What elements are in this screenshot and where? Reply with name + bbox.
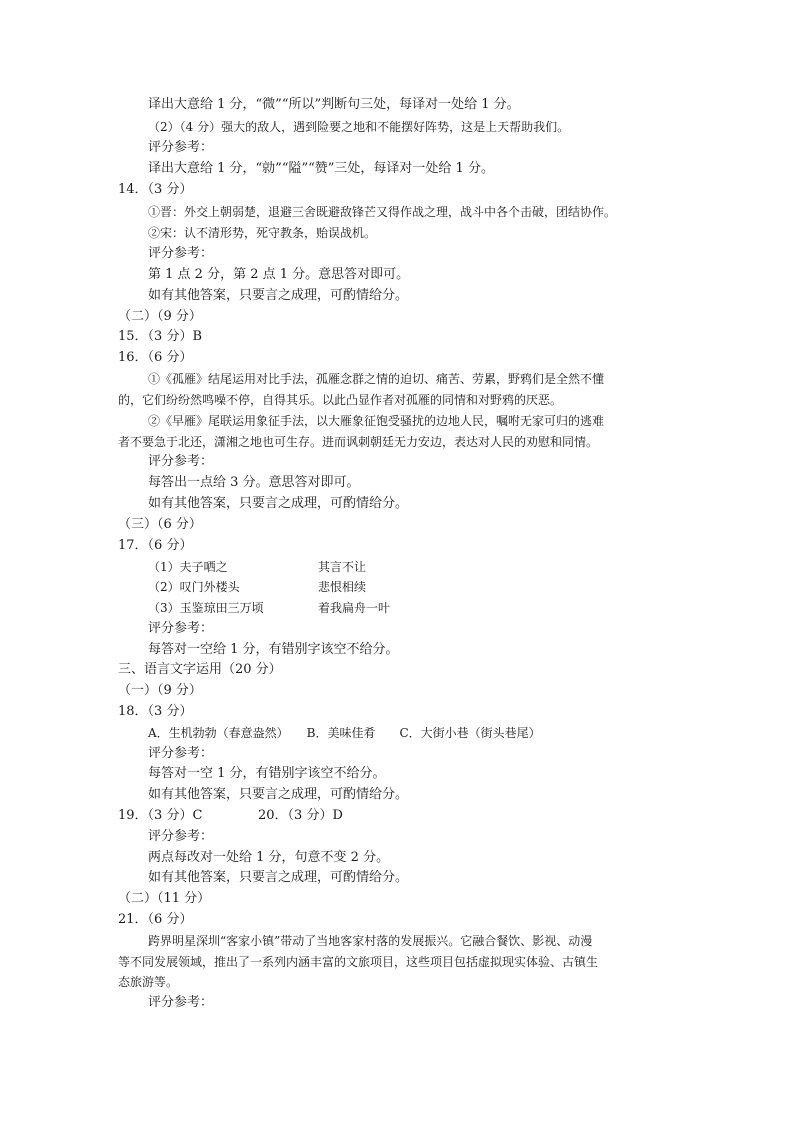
- scoring-note-label: 评分参考：: [148, 140, 214, 155]
- text-line: 如有其他答案，只要言之成理，可酌情给分。: [148, 870, 409, 885]
- scoring-note-label: 评分参考：: [148, 246, 214, 261]
- section-heading: （三）（6 分）: [118, 517, 202, 532]
- question-number: 20．（3 分）D: [258, 808, 343, 823]
- text-line: 等不同发展领域，推出了一系列内涵丰富的文旅项目，这些项目包括虚拟现实体验、古镇生: [118, 955, 599, 969]
- section-heading: （二）（11 分）: [118, 891, 211, 906]
- text-line: ②宋：认不清形势，死守教条，贻误战机。: [148, 226, 377, 240]
- answer-blank: （2）叹门外楼头: [148, 580, 240, 594]
- answer-row: [118, 807, 343, 825]
- scoring-note-label: 评分参考：: [148, 829, 214, 844]
- answer-row: [148, 578, 367, 596]
- answer-blank: （3）玉鉴琼田三万顷: [148, 601, 264, 615]
- text-line: ①晋：外交上朝弱楚，退避三舍既避敌锋芒又得作战之理，战斗中各个击破，团结协作。: [148, 205, 617, 219]
- answer-row: [148, 599, 391, 617]
- question-number: 18．（3 分）: [118, 704, 193, 719]
- scoring-note-label: 评分参考：: [148, 995, 214, 1010]
- scoring-note-label: 评分参考：: [148, 746, 214, 761]
- text-line: （2）（4 分）强大的敌人，遇到险要之地和不能摆好阵势，这是上天帮助我们。: [148, 120, 570, 134]
- text-line: 如有其他答案，只要言之成理，可酌情给分。: [148, 288, 409, 303]
- text-line: 每答对一空 1 分，有错别字该空不给分。: [148, 766, 386, 781]
- part-heading: 三、语言文字运用（20 分）: [118, 662, 282, 677]
- section-heading: （一）（9 分）: [118, 683, 202, 698]
- answer-blank: 着我扁舟一叶: [318, 601, 391, 615]
- text-line: 态旅游等。: [118, 975, 179, 989]
- text-line: A．生机勃勃（春意盎然） B．美味佳肴 C．大街小巷（街头巷尾）: [148, 726, 541, 740]
- text-line: ②《早雁》尾联运用象征手法，以大雁象征饱受骚扰的边地人民，嘱咐无家可归的逃难: [148, 414, 605, 428]
- text-line: 跨界明星深圳“客家小镇”带动了当地客家村落的发展振兴。它融合餐饮、影视、动漫: [148, 934, 593, 948]
- answer-blank: 悲恨相续: [318, 580, 367, 594]
- scoring-note-label: 评分参考：: [148, 621, 214, 636]
- text-line: 每答出一点给 3 分。意思答对即可。: [148, 475, 360, 490]
- answer-row: [148, 558, 367, 576]
- text-line: 每答对一空给 1 分，有错别字该空不给分。: [148, 642, 399, 657]
- text-line: 第 1 点 2 分，第 2 点 1 分。意思答对即可。: [148, 267, 410, 282]
- text-line: 的，它们纷纷然鸣噪不停，自得其乐。以此凸显作者对孤雁的同情和对野鸦的厌恶。: [118, 393, 563, 407]
- question-number: 19．（3 分）C: [118, 808, 203, 823]
- question-number: 21．（6 分）: [118, 912, 193, 927]
- text-line: 译出大意给 1 分，“微”“所以”判断句三处，每译对一处给 1 分。: [148, 97, 520, 112]
- section-heading: （二）（9 分）: [118, 309, 202, 324]
- question-number: 17．（6 分）: [118, 538, 193, 553]
- answer-blank: 其言不让: [318, 560, 367, 574]
- question-number: 15．（3 分）B: [118, 329, 202, 344]
- question-number: 16．（6 分）: [118, 350, 193, 365]
- text-line: 者不要急于北还，潇湘之地也可生存。进而讽刺朝廷无力安边，表达对人民的劝慰和同情。: [118, 435, 599, 449]
- scoring-note-label: 评分参考：: [148, 454, 214, 469]
- answer-blank: （1）夫子哂之: [148, 560, 228, 574]
- question-number: 14．（3 分）: [118, 182, 193, 197]
- text-line: 两点每改对一处给 1 分，句意不变 2 分。: [148, 850, 390, 865]
- text-line: ①《孤雁》结尾运用对比手法，孤雁念群之情的迫切、痛苦、劳累，野鸦们是全然不懂: [148, 372, 605, 386]
- text-line: 如有其他答案，只要言之成理，可酌情给分。: [148, 496, 409, 511]
- text-line: 如有其他答案，只要言之成理，可酌情给分。: [148, 787, 409, 802]
- text-line: 译出大意给 1 分，“勍”“隘”“赞”三处，每译对一处给 1 分。: [148, 161, 494, 176]
